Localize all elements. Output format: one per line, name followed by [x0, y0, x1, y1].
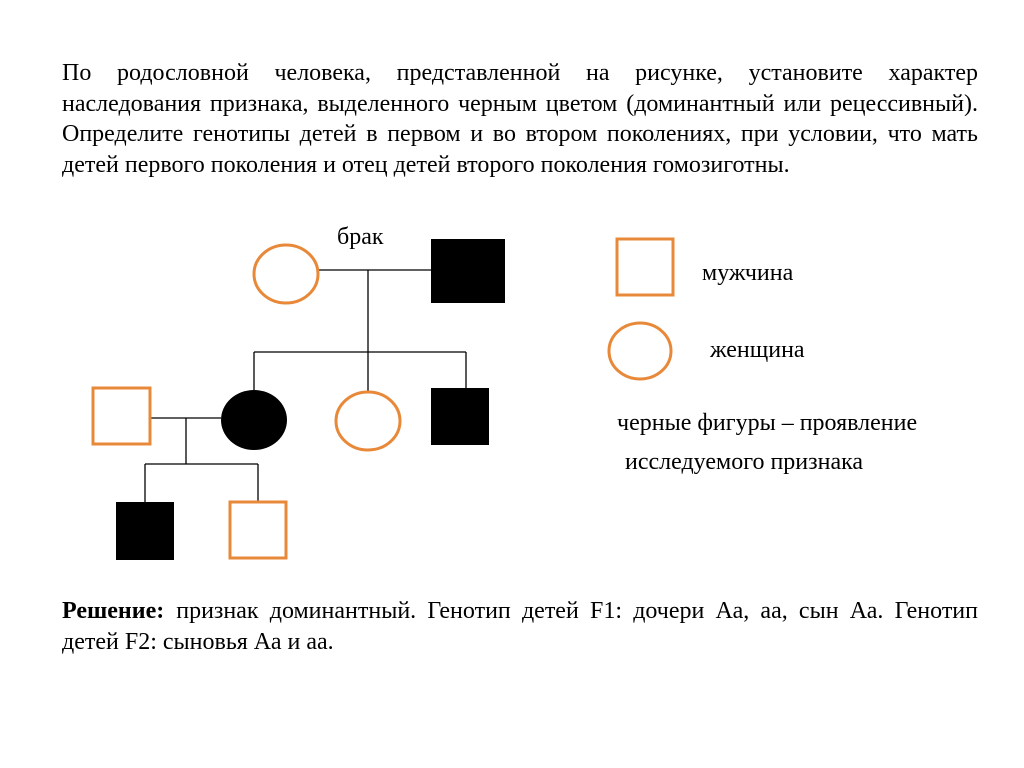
legend-female-symbol	[609, 323, 671, 379]
question-text: По родословной человека, представленной на рисунке, установите характер наследования признака, выделенного черным цветом (доминантный или рецессивный). Определите генотипы детей в первом и во втором поколениях, при условии, что мать детей первого поколения и отец детей второго поколения гомозиготны.	[62, 60, 978, 178]
son1-f2-symbol	[116, 502, 174, 560]
legend-affected-line1: черные фигуры – проявление	[617, 410, 918, 436]
husband-f1-symbol	[93, 388, 150, 444]
legend-male-symbol	[617, 239, 673, 295]
son2-f2-symbol	[230, 502, 286, 558]
legend-female-label: женщина	[710, 337, 805, 363]
legend-male-label: мужчина	[702, 260, 794, 286]
solution-text: признак доминантный. Генотип детей F1: дочери Аа, аа, сын Аа. Генотип детей F2: сыновья Аа и аа.	[62, 598, 978, 655]
marriage-label: брак	[337, 224, 384, 250]
legend	[609, 239, 917, 475]
legend-affected-line2: исследуемого признака	[625, 449, 864, 475]
solution-label: Решение:	[62, 598, 165, 624]
father-p-symbol	[431, 239, 505, 303]
son-f1-symbol	[431, 388, 489, 445]
pedigree-lines	[145, 270, 466, 502]
daughter1-f1-symbol	[221, 390, 287, 450]
daughter2-f1-symbol	[336, 392, 400, 450]
mother-p-symbol	[254, 245, 318, 303]
solution-block	[62, 596, 978, 657]
